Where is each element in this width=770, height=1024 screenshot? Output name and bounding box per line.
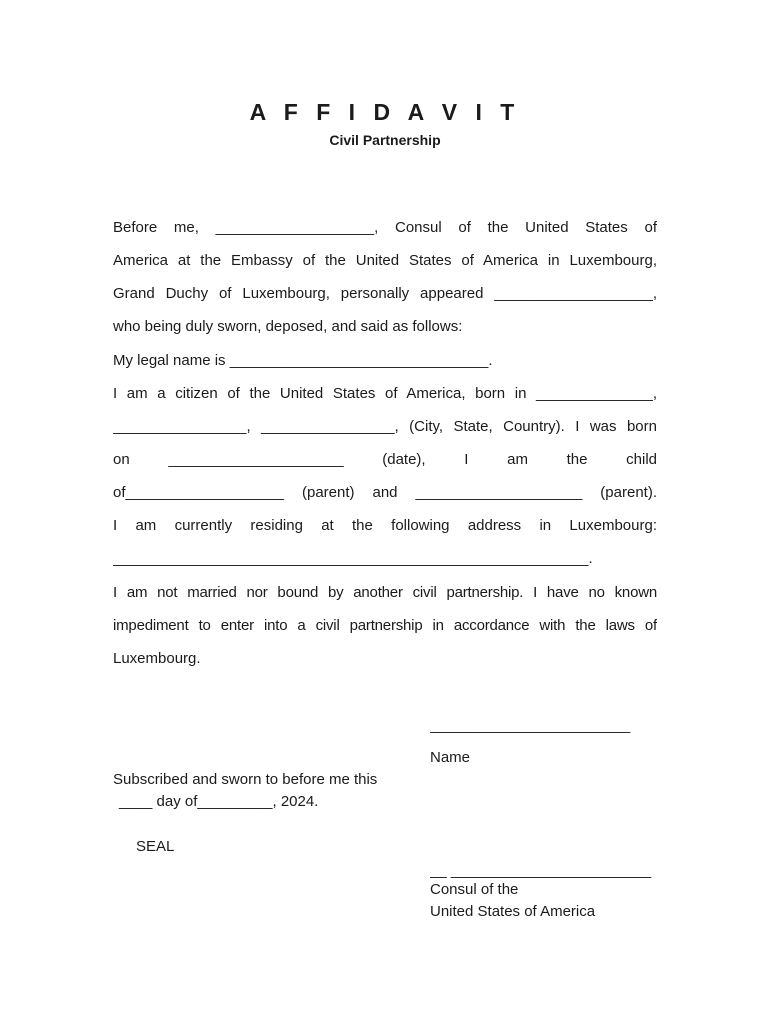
body-line-4: who being duly sworn, deposed, and said as follows: [113, 318, 463, 335]
body-line-6: I am a citizen of the United States of America, born in ______________, [113, 385, 657, 402]
body-line-2: America at the Embassy of the United States of America in Luxembourg, [113, 252, 657, 269]
document-title: A F F I D A V I T [249, 99, 521, 125]
name-label: Name [430, 749, 471, 766]
body-line-10: I am currently residing at the following address in Luxembourg: [113, 517, 657, 534]
body-line-12: I am not married nor bound by another civil partnership. I have no known [113, 584, 657, 601]
consul-label-1: Consul of the [430, 881, 519, 898]
body-line-1: Before me, ___________________, Consul of the United States of [113, 219, 657, 236]
body-line-3: Grand Duchy of Luxembourg, personally appeared ___________________, [113, 285, 657, 302]
body-line-9: of___________________ (parent) and ____________________ (parent). [113, 484, 657, 501]
consul-signature-line: __ ________________________ [430, 862, 652, 879]
body-line-13: impediment to enter into a civil partnership in accordance with the laws of [113, 617, 657, 634]
body-line-8: on _____________________ (date), I am the child [113, 451, 657, 468]
seal-label: SEAL [136, 838, 175, 855]
body-line-11: _________________________________________________________. [113, 550, 593, 567]
body-line-14: Luxembourg. [113, 650, 201, 667]
body-line-7: ________________, ________________, (City, State, Country). I was born [113, 418, 657, 435]
subscribed-line-1: Subscribed and sworn to before me this [113, 771, 378, 788]
subscribed-line-2: ____ day of_________, 2024. [119, 793, 319, 810]
body-line-5: My legal name is _______________________________. [113, 352, 493, 369]
name-signature-line: ________________________ [430, 717, 631, 734]
consul-label-2: United States of America [430, 903, 596, 920]
document-subtitle: Civil Partnership [329, 132, 441, 148]
